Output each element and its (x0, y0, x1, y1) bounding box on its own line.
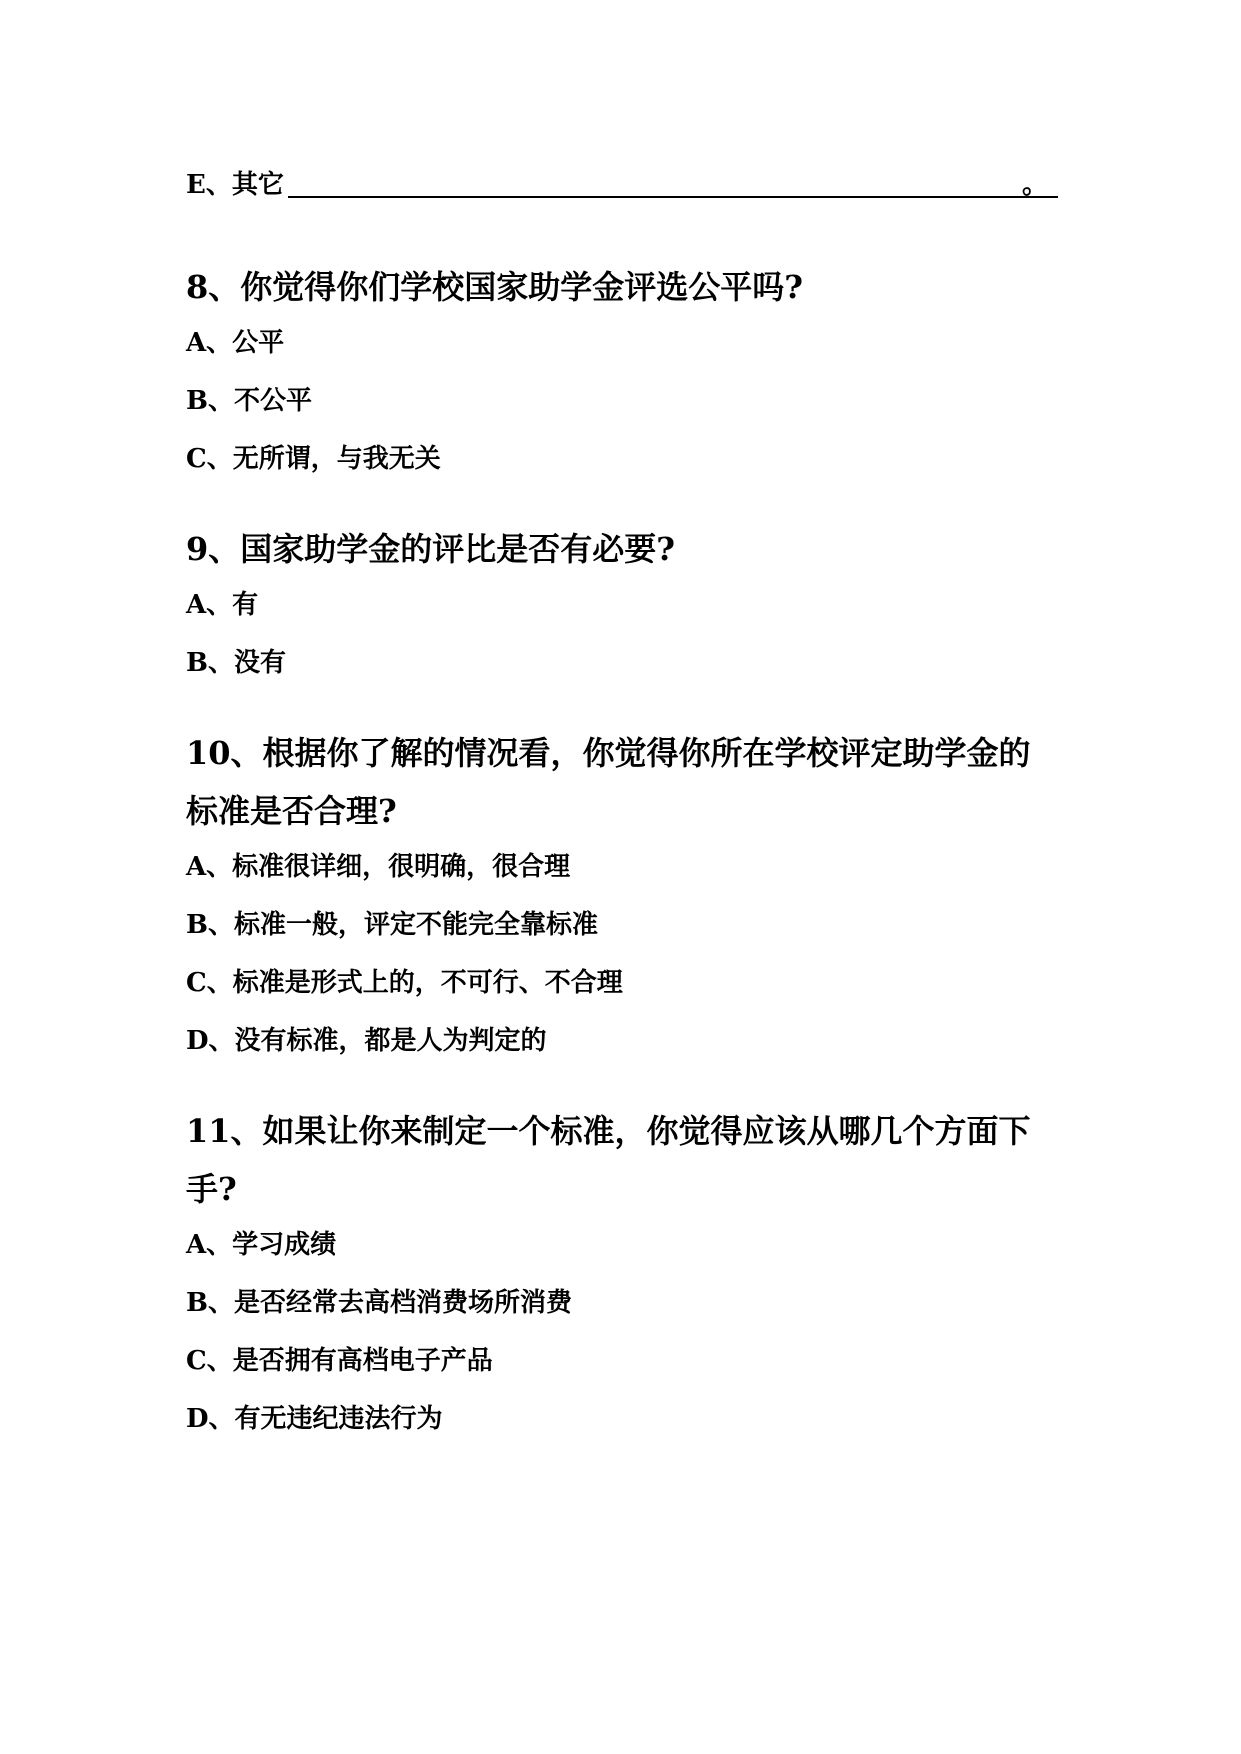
q10-option-c: C、标准是形式上的，不可行、不合理 (186, 968, 623, 998)
q7-option-e-blank-line (288, 196, 1058, 198)
q11-option-a: A、学习成绩 (186, 1230, 337, 1260)
q9-option-a: A、有 (186, 590, 259, 620)
q10-question-line2: 标准是否合理? (186, 792, 397, 830)
q8-option-c: C、无所谓，与我无关 (186, 444, 441, 474)
q7-option-e-label: E、其它 (186, 170, 284, 200)
q8-question: 8、你觉得你们学校国家助学金评选公平吗? (186, 268, 804, 306)
q10-question-line1: 10、根据你了解的情况看，你觉得你所在学校评定助学金的 (186, 734, 1031, 772)
q10-option-b: B、标准一般，评定不能完全靠标准 (186, 910, 598, 940)
q11-option-b: B、是否经常去高档消费场所消费 (186, 1288, 572, 1318)
q8-option-a: A、公平 (186, 328, 285, 358)
q10-option-d: D、没有标准，都是人为判定的 (186, 1026, 547, 1056)
q7-option-e-period: 。 (1021, 170, 1048, 200)
q8-option-b: B、不公平 (186, 386, 312, 416)
q11-option-d: D、有无违纪违法行为 (186, 1404, 443, 1434)
q11-question-line2: 手? (186, 1170, 237, 1208)
q9-option-b: B、没有 (186, 648, 286, 678)
q10-option-a: A、标准很详细，很明确，很合理 (186, 852, 571, 882)
q7-option-e (186, 164, 1058, 204)
q11-question-line1: 11、如果让你来制定一个标准，你觉得应该从哪几个方面下 (186, 1112, 1031, 1150)
q11-option-c: C、是否拥有高档电子产品 (186, 1346, 493, 1376)
q9-question: 9、国家助学金的评比是否有必要? (186, 530, 676, 568)
